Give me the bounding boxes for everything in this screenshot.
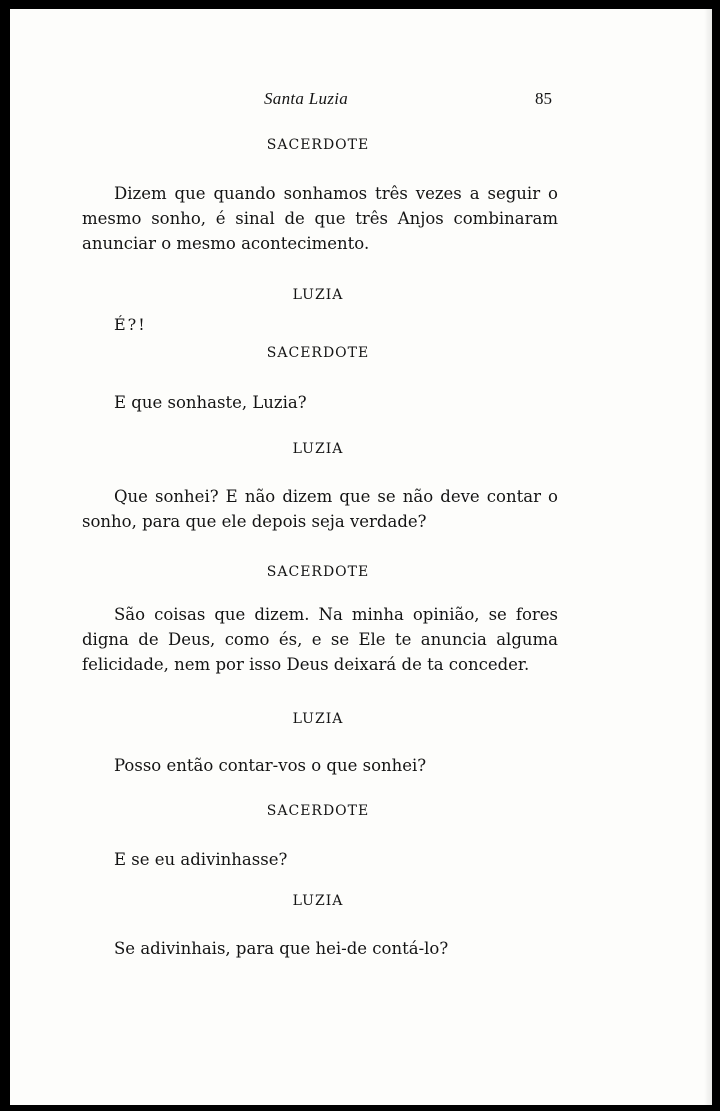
speaker-label: LUZIA — [292, 711, 344, 727]
speech-paragraph: E que sonhaste, Luzia? — [114, 393, 307, 412]
speech-paragraph: E se eu adivinhasse? — [114, 850, 288, 869]
speech-paragraph: Posso então contar-vos o que sonhei? — [114, 756, 427, 775]
speaker-label: LUZIA — [292, 441, 344, 457]
speech-paragraph: Que sonhei? E não dizem que se não deve contar o sonho, para que ele depois seja verdade? — [82, 487, 558, 531]
speaker-label: LUZIA — [292, 893, 344, 909]
running-header-title: Santa Luzia — [264, 89, 349, 108]
page-number: 85 — [535, 89, 552, 108]
speaker-label: SACERDOTE — [266, 564, 370, 580]
speech-paragraph: É?! — [114, 315, 147, 334]
speech-paragraph: Dizem que quando sonhamos três vezes a seguir o mesmo sonho, é sinal de que três Anjos combinaram anunciar o mesmo acontecimento. — [82, 184, 558, 253]
speaker-label: SACERDOTE — [266, 345, 370, 361]
book-page — [10, 9, 712, 1105]
speaker-label: SACERDOTE — [266, 137, 370, 153]
speech-paragraph: Se adivinhais, para que hei-de contá-lo? — [114, 939, 449, 958]
speech-paragraph: São coisas que dizem. Na minha opinião, se fores digna de Deus, como és, e se Ele te anuncia alguma felicidade, nem por isso Deus deixará de ta conceder. — [82, 605, 558, 674]
speaker-label: SACERDOTE — [266, 803, 370, 819]
speaker-label: LUZIA — [292, 287, 344, 303]
